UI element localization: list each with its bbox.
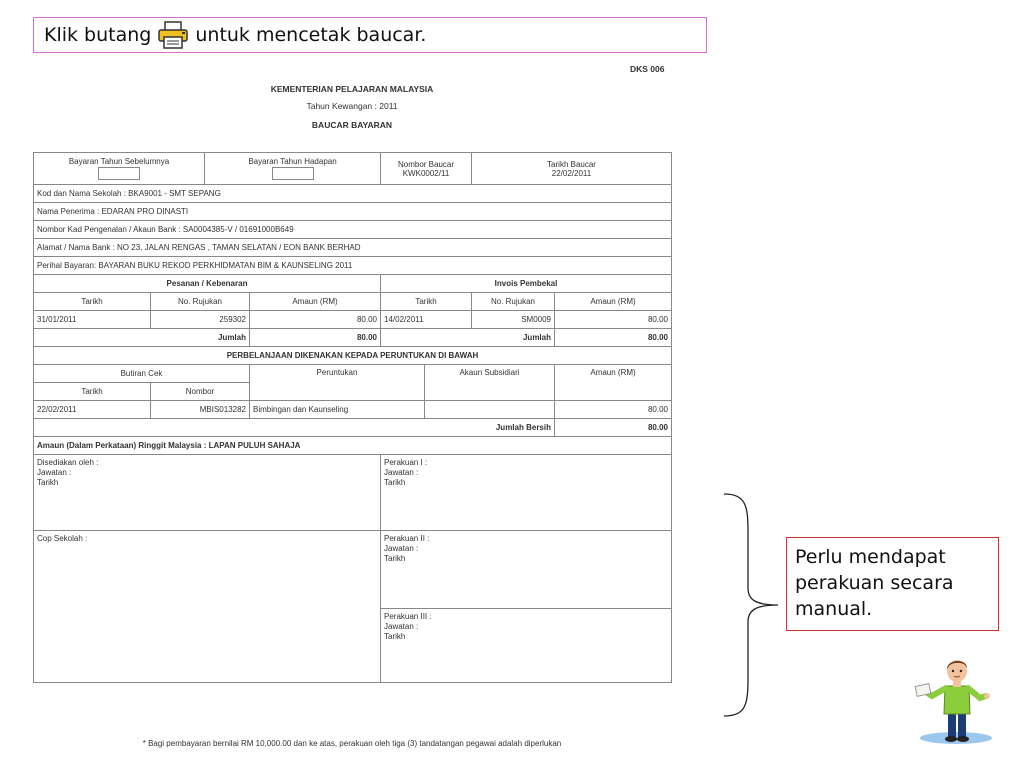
banner-text-before: Klik butang — [44, 24, 152, 46]
order-amount: 80.00 — [250, 311, 381, 329]
cheque-number: MBIS013282 — [151, 401, 250, 419]
payment-voucher-table — [33, 152, 672, 683]
subsidiary-header: Akaun Subsidiari — [425, 365, 555, 401]
certification-3-box: Perakuan III : Jawatan : Tarikh — [381, 609, 672, 683]
invoice-col-date: Tarikh — [381, 293, 472, 311]
net-total-label: Jumlah Bersih — [34, 419, 555, 437]
voucher-date-cell: Tarikh Baucar 22/02/2011 — [472, 153, 672, 185]
school-row: Kod dan Nama Sekolah : BKA9001 - SMT SEPANG — [34, 185, 672, 203]
certification-2-box: Perakuan II : Jawatan : Tarikh — [381, 531, 672, 609]
invoice-title: Invois Pembekal — [381, 275, 672, 293]
prev-year-checkbox[interactable] — [98, 167, 140, 180]
next-year-checkbox[interactable] — [272, 167, 314, 180]
printer-icon[interactable] — [157, 21, 189, 49]
curly-brace-icon — [722, 492, 782, 718]
prev-year-cell: Bayaran Tahun Sebelumnya — [34, 153, 205, 185]
invoice-col-ref: No. Rujukan — [472, 293, 555, 311]
voucher-title: BAUCAR BAYARAN — [311, 120, 393, 130]
invoice-amount: 80.00 — [555, 311, 672, 329]
person-icon — [912, 656, 994, 744]
cheque-col-date: Tarikh — [34, 383, 151, 401]
order-total-label: Jumlah — [34, 329, 250, 347]
allocation-name: Bimbingan dan Kaunseling — [250, 401, 425, 419]
next-year-cell: Bayaran Tahun Hadapan — [205, 153, 381, 185]
order-date: 31/01/2011 — [34, 311, 151, 329]
school-stamp-box: Cop Sekolah : — [34, 531, 381, 683]
banner-text-after: untuk mencetak baucar. — [195, 24, 427, 46]
allocation-title: PERBELANJAAN DIKENAKAN KEPADA PERUNTUKAN DI BAWAH — [34, 347, 672, 365]
document-code: DKS 006 — [630, 64, 665, 74]
footnote: * Bagi pembayaran bernilai RM 10,000.00 dan ke atas, perakuan oleh tiga (3) tandatangan pegawai adalah diperlukan — [142, 739, 562, 748]
voucher-number-cell: Nombor Baucar KWK0002/11 — [381, 153, 472, 185]
ministry-name: KEMENTERIAN PELAJARAN MALAYSIA — [270, 84, 434, 94]
order-col-date: Tarikh — [34, 293, 151, 311]
order-ref: 259302 — [151, 311, 250, 329]
net-total: 80.00 — [555, 419, 672, 437]
amount-in-words: Amaun (Dalam Perkataan) Ringgit Malaysia : LAPAN PULUH SAHAJA — [34, 437, 672, 455]
subsidiary-account — [425, 401, 555, 419]
instruction-banner — [33, 17, 707, 53]
order-total: 80.00 — [250, 329, 381, 347]
prepared-by-box: Disediakan oleh : Jawatan : Tarikh — [34, 455, 381, 531]
invoice-date: 14/02/2011 — [381, 311, 472, 329]
allocation-amount: 80.00 — [555, 401, 672, 419]
allocation-amount-header: Amaun (RM) — [555, 365, 672, 401]
financial-year: Tahun Kewangan : 2011 — [306, 101, 398, 111]
payee-row: Nama Penerima : EDARAN PRO DINASTI — [34, 203, 672, 221]
order-col-ref: No. Rujukan — [151, 293, 250, 311]
cheque-col-number: Nombor — [151, 383, 250, 401]
order-col-amount: Amaun (RM) — [250, 293, 381, 311]
order-title: Pesanan / Kebenaran — [34, 275, 381, 293]
purpose-row: Perihal Bayaran: BAYARAN BUKU REKOD PERKHIDMATAN BIM & KAUNSELING 2011 — [34, 257, 672, 275]
cheque-date: 22/02/2011 — [34, 401, 151, 419]
invoice-col-amount: Amaun (RM) — [555, 293, 672, 311]
invoice-ref: SM0009 — [472, 311, 555, 329]
address-bank-row: Alamat / Nama Bank : NO 23, JALAN RENGAS , TAMAN SELATAN / EON BANK BERHAD — [34, 239, 672, 257]
invoice-total-label: Jumlah — [381, 329, 555, 347]
certification-1-box: Perakuan I : Jawatan : Tarikh — [381, 455, 672, 531]
allocation-header: Peruntukan — [250, 365, 425, 401]
id-account-row: Nombor Kad Pengenalan / Akaun Bank : SA0004385-V / 01691000B649 — [34, 221, 672, 239]
cheque-details-header: Butiran Cek — [34, 365, 250, 383]
manual-certification-note: Perlu mendapat perakuan secara manual. — [786, 537, 999, 631]
invoice-total: 80.00 — [555, 329, 672, 347]
